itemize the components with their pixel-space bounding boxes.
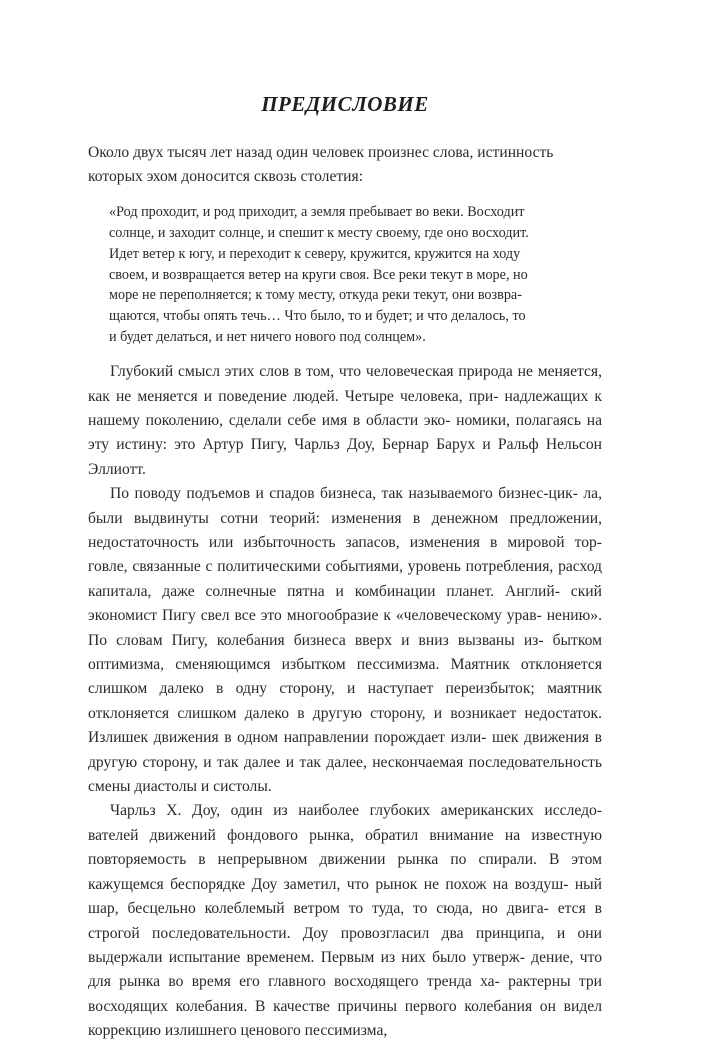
text-line: Около двух тысяч лет назад один человек произнес слова, истинность [88,144,554,161]
text-line: номики, полагаясь на эту истину: это Артур Пигу, Чарльз Доу, Бернар [88,411,602,454]
quote-line: своем, и возвращается ветер на круги своя. Все реки текут в море, но [109,266,528,283]
paragraph-1 [88,360,602,482]
quote-line: щаются, чтобы опять течь… Что было, то и будет; и что делалось, то [109,308,526,325]
text-line: бытком оптимизма, сменяющимся избытком пессимизма. Маятник [88,631,602,674]
text-line: колебания он видел коррекцию излишнего ценового пессимизма, [88,997,602,1040]
text-line: По поводу подъемов и спадов бизнеса, так называемого бизнес-цик- [110,485,578,503]
quote-line: море не переполняется; к тому месту, откуда реки текут, они возвра- [109,287,522,304]
text-line: надлежащих к нашему поколению, сделали себе имя в области эко- [88,387,602,429]
intro-paragraph [88,141,602,190]
quote-line: солнце, и заходит солнце, и спешит к месту своему, где оно восходит. [109,224,529,241]
text-line: отклоняется слишком далеко в одну сторону, и наступает переизбыток; [88,656,602,698]
text-line: Барух и Ральф Нельсон Эллиотт. [88,436,602,478]
text-line: Чарльз Х. Доу, один из наиболее глубоких американских исследо- [110,802,602,820]
text-line: вателей движений фондового рынка, обратил внимание на известную [88,826,602,844]
paragraph-2 [88,482,602,799]
page-title: ПРЕДИСЛОВИЕ [261,92,429,116]
text-line: говле, связанные с политическими событиями, уровень потребления, [88,558,554,576]
text-line: недостаток. Излишек движения в одном направлении порождает изли- [88,704,602,747]
quote-line: и будет делаться, и нет ничего нового под солнцем». [109,329,426,346]
quote-line: Идет ветер к югу, и переходит к северу, кружится, кружится на ходу [109,245,521,262]
text-line: рактерны три восходящих колебания. В качестве причины первого [88,973,602,1015]
text-line: и они выдержали испытание временем. Первым из них было утверж- [88,924,602,966]
quotation-block [109,202,602,348]
text-line: ный шар, бесцельно колеблемый ветром то туда, то сюда, но двига- [88,875,602,918]
text-line: ется в строгой последовательности. Доу провозгласил два принципа, [88,900,602,942]
paragraph-3 [88,799,602,1043]
text-line: ский экономист Пигу свел все это многообразие к «человеческому урав- [88,582,602,625]
text-line: меняется, как не меняется и поведение людей. Четыре человека, при- [88,363,602,405]
text-line: ла, были выдвинуты сотни теорий: изменения в денежном предложении, [88,485,602,527]
text-line: повторяемость в непрерывном движении рынка по спирали. В этом [88,851,602,869]
text-line: Глубокий смысл этих слов в том, что человеческая природа не [110,363,533,381]
text-line: которых эхом доносится сквозь столетия: [88,168,364,186]
text-line: последовательность смены диастолы и систолы. [88,753,602,796]
quote-line: «Род проходит, и род приходит, а земля пребывает во веки. Восходит [109,203,525,220]
text-line: шек движения в другую сторону, и так далее и так далее, нескончаемая [88,729,602,771]
text-line: расход капитала, даже солнечные пятна и комбинации планет. Англий- [88,558,602,600]
text-line: кажущемся беспорядке Доу заметил, что рынок не похож на воздуш- [88,875,569,893]
text-line: нению». По словам Пигу, колебания бизнеса вверх и вниз вызваны из- [88,607,602,649]
text-line: недостаточность или избыточность запасов, изменения в мировой тор- [88,534,602,551]
text-line: дение, что для рынка во время его главного восходящего тренда ха- [88,948,602,991]
document-page [88,92,602,1044]
text-line: маятник отклоняется слишком далеко в другую сторону, и возникает [88,680,602,722]
